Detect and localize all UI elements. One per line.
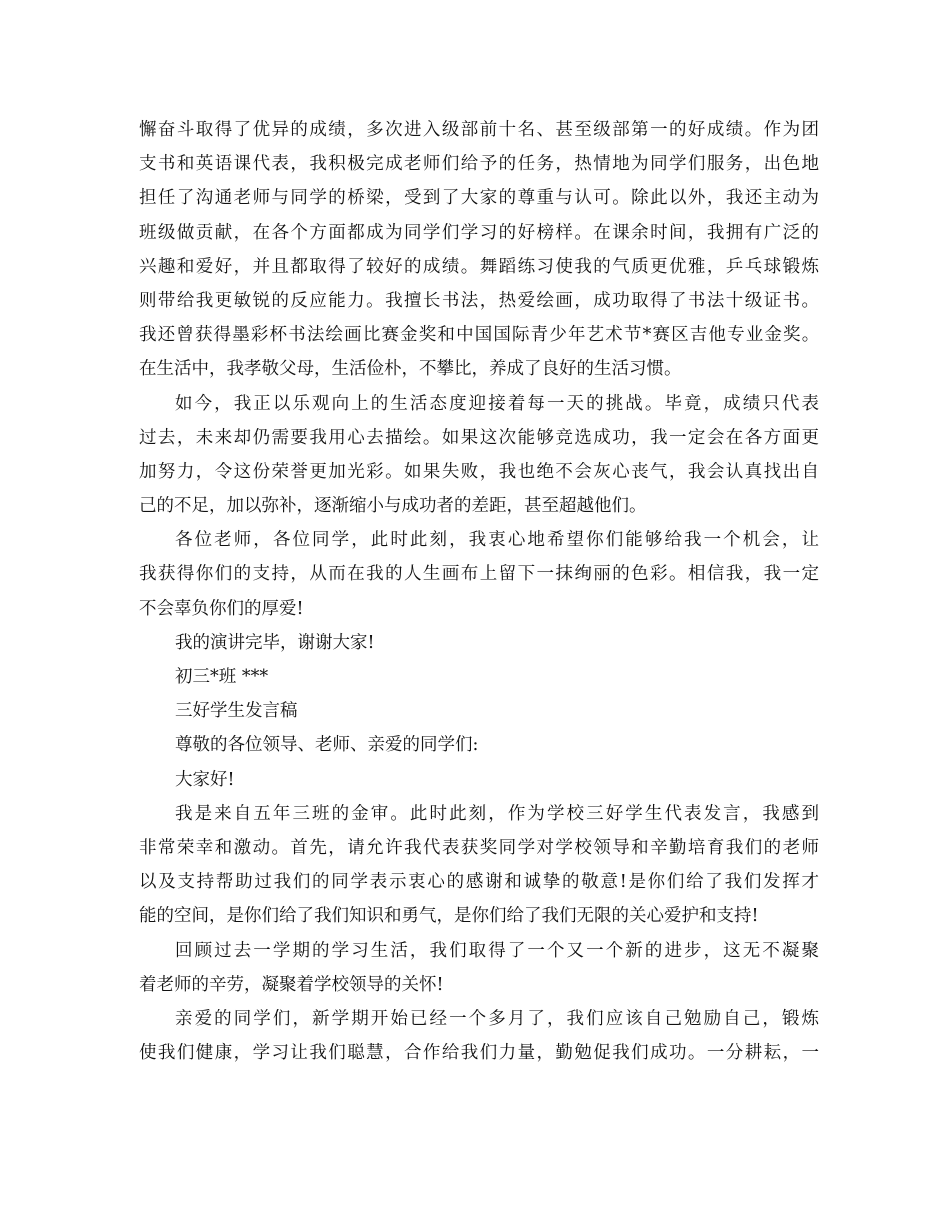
text-line: 非常荣幸和激动。首先，请允许我代表获奖同学对学校领导和辛勤培育我们的老师 — [139, 837, 819, 858]
text-line: 回顾过去一学期的学习生活，我们取得了一个又一个新的进步，这无不凝聚 — [175, 940, 819, 961]
body-text — [139, 113, 819, 1070]
text-line: 担任了沟通老师与同学的桥梁，受到了大家的尊重与认可。除此以外，我还主动为 — [139, 188, 819, 209]
text-line: 初三*班 *** — [175, 667, 269, 687]
text-line: 着老师的辛劳，凝聚着学校领导的关怀! — [139, 974, 444, 995]
text-line: 班级做贡献，在各个方面都成为同学们学习的好榜样。在课余时间，我拥有广泛的 — [139, 222, 819, 243]
text-line: 能的空间，是你们给了我们知识和勇气，是你们给了我们无限的关心爱护和支持! — [139, 906, 759, 927]
text-line: 我还曾获得墨彩杯书法绘画比赛金奖和中国国际青少年艺术节*赛区吉他专业金奖。 — [139, 325, 819, 346]
text-line: 支书和英语课代表，我积极完成老师们给予的任务，热情地为同学们服务，出色地 — [139, 154, 819, 175]
text-line: 我是来自五年三班的金审。此时此刻，作为学校三好学生代表发言，我感到 — [175, 803, 819, 824]
text-line: 我的演讲完毕，谢谢大家! — [175, 632, 375, 653]
text-line: 以及支持帮助过我们的同学表示衷心的感谢和诚挚的敬意!是你们给了我们发挥才 — [139, 872, 819, 893]
text-line: 兴趣和爱好，并且都取得了较好的成绩。舞蹈练习使我的气质更优雅，乒乓球锻炼 — [139, 256, 819, 277]
text-line: 不会辜负你们的厚爱! — [139, 598, 304, 619]
text-line: 则带给我更敏锐的反应能力。我擅长书法，热爱绘画，成功取得了书法十级证书。 — [139, 290, 819, 311]
text-line: 使我们健康，学习让我们聪慧，合作给我们力量，勤勉促我们成功。一分耕耘，一 — [139, 1043, 819, 1064]
text-line: 加努力，令这份荣誉更加光彩。如果失败，我也绝不会灰心丧气，我会认真找出自 — [139, 461, 819, 482]
text-line: 各位老师，各位同学，此时此刻，我衷心地希望你们能够给我一个机会，让 — [175, 530, 819, 551]
text-line: 大家好! — [175, 769, 235, 790]
text-line: 如今，我正以乐观向上的生活态度迎接着每一天的挑战。毕竟，成绩只代表 — [175, 393, 819, 414]
text-line: 亲爱的同学们，新学期开始已经一个多月了，我们应该自己勉励自己，锻炼 — [175, 1008, 819, 1029]
text-line: 己的不足，加以弥补，逐渐缩小与成功者的差距，甚至超越他们。 — [139, 496, 647, 517]
text-line: 三好学生发言稿 — [175, 701, 298, 722]
text-line: 在生活中，我孝敬父母，生活俭朴，不攀比，养成了良好的生活习惯。 — [139, 359, 682, 380]
text-line: 尊敬的各位领导、老师、亲爱的同学们: — [175, 735, 479, 756]
text-line: 过去，未来却仍需要我用心去描绘。如果这次能够竞选成功，我一定会在各方面更 — [139, 427, 819, 448]
text-line: 我获得你们的支持，从而在我的人生画布上留下一抹绚丽的色彩。相信我，我一定 — [139, 564, 819, 585]
text-line: 懈奋斗取得了优异的成绩，多次进入级部前十名、甚至级部第一的好成绩。作为团 — [139, 120, 819, 140]
